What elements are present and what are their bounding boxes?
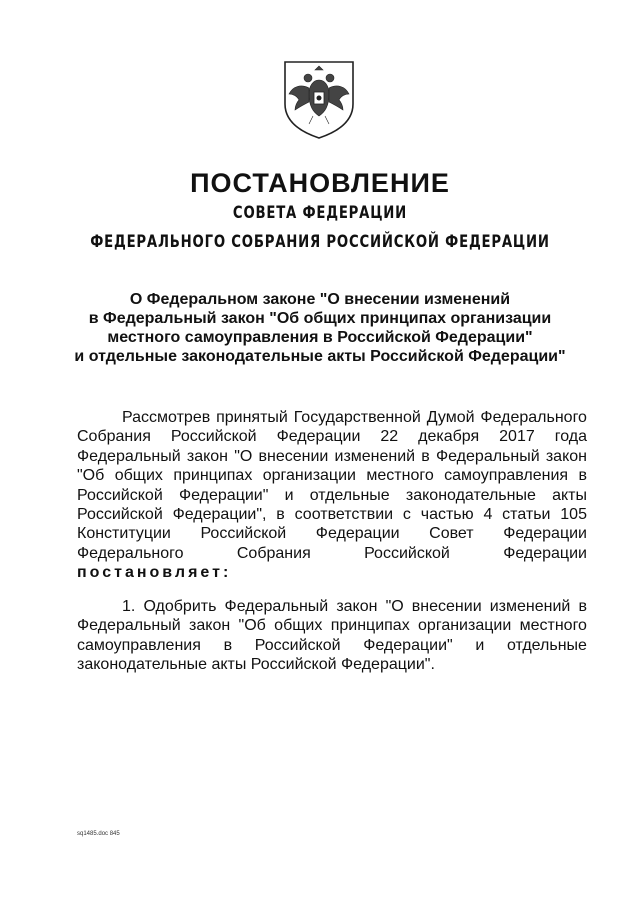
word: Федерации bbox=[315, 525, 400, 543]
word: принципах bbox=[173, 467, 253, 485]
word: Собрания bbox=[77, 428, 151, 446]
word: и bbox=[284, 486, 294, 504]
text-line bbox=[77, 466, 587, 485]
heading-line: местного самоуправления в Российской Федерации" bbox=[107, 329, 533, 346]
paragraph-clause-1 bbox=[77, 597, 587, 675]
word: Российской bbox=[200, 525, 287, 543]
word: 4 bbox=[483, 506, 493, 524]
word: "О bbox=[234, 447, 253, 465]
word: статьи bbox=[502, 506, 551, 524]
word: "Об bbox=[77, 467, 105, 485]
word: в bbox=[421, 447, 430, 465]
word: общих bbox=[274, 617, 323, 635]
word: закон bbox=[545, 447, 587, 465]
word: Государственной bbox=[293, 409, 421, 426]
issuer-line-2: ФЕДЕРАЛЬНОГО СОБРАНИЯ РОССИЙСКОЙ ФЕДЕРАЦИИ bbox=[90, 232, 550, 252]
text-line bbox=[77, 563, 587, 582]
word: Собрания bbox=[236, 544, 311, 562]
word: Конституции bbox=[77, 525, 171, 543]
word: с bbox=[402, 506, 411, 524]
word: внесении bbox=[411, 598, 482, 615]
word: "Об bbox=[238, 617, 266, 635]
word: закон bbox=[186, 447, 229, 465]
text-line bbox=[77, 655, 587, 674]
word: самоуправления bbox=[77, 636, 201, 654]
word: Федерации bbox=[276, 428, 361, 446]
word: Федерального bbox=[480, 409, 587, 426]
word: частью bbox=[420, 506, 474, 524]
word: Рассмотрев bbox=[122, 409, 211, 426]
word: и bbox=[475, 636, 485, 654]
word: Федерации bbox=[503, 525, 587, 543]
word: Федеральный bbox=[77, 447, 181, 465]
word: декабря bbox=[418, 428, 480, 446]
text-line bbox=[77, 524, 587, 543]
text-line bbox=[77, 505, 587, 524]
text-line bbox=[77, 486, 587, 505]
document-title: ПОСТАНОВЛЕНИЕ bbox=[190, 168, 450, 198]
word: Федерального bbox=[77, 544, 184, 562]
word: Федеральный bbox=[77, 617, 181, 635]
coat-of-arms-emblem bbox=[279, 58, 359, 140]
word: Федерации" bbox=[178, 486, 269, 504]
text-line bbox=[77, 636, 587, 655]
word: самоуправления bbox=[444, 467, 569, 485]
word: 1. bbox=[122, 598, 136, 615]
word: отдельные bbox=[309, 486, 390, 504]
word: принятый bbox=[216, 409, 288, 426]
text-line-content: законодательные акты Российской Федерации". bbox=[77, 656, 435, 674]
text-line bbox=[77, 616, 587, 635]
file-reference: sq1485.doc 845 bbox=[77, 831, 120, 837]
text-line bbox=[77, 597, 587, 616]
word: Думой bbox=[426, 409, 475, 426]
word: Федерации" bbox=[363, 636, 453, 654]
word: Российской bbox=[77, 506, 163, 524]
word: Российской bbox=[364, 544, 450, 562]
word: общих bbox=[114, 467, 163, 485]
word: в bbox=[276, 506, 285, 524]
word: акты bbox=[552, 486, 587, 504]
word: местного bbox=[366, 467, 434, 485]
resolves-word: постановляет: bbox=[77, 564, 232, 582]
heading-line: и отдельные законодательные акты Российской Федерации" bbox=[74, 348, 566, 365]
word: закон bbox=[336, 598, 378, 615]
heading-line: О Федеральном законе "О внесении изменений bbox=[129, 291, 511, 308]
document-heading bbox=[60, 290, 580, 366]
text-line bbox=[77, 427, 587, 446]
word: Одобрить bbox=[143, 598, 217, 615]
text-line bbox=[77, 447, 587, 466]
word: изменений bbox=[489, 598, 571, 615]
word: Федерации", bbox=[172, 506, 267, 524]
word: Федерации bbox=[503, 544, 587, 562]
issuer-line-1: СОВЕТА ФЕДЕРАЦИИ bbox=[232, 203, 408, 223]
word: организации bbox=[262, 467, 356, 485]
word: в bbox=[223, 636, 233, 654]
text-line bbox=[77, 544, 587, 563]
word: "О bbox=[385, 598, 404, 615]
word: внесении bbox=[258, 447, 329, 465]
word: Совет bbox=[429, 525, 474, 543]
word: отдельные bbox=[507, 636, 587, 654]
word: принципах bbox=[330, 617, 410, 635]
word: соответствии bbox=[294, 506, 394, 524]
word: года bbox=[554, 428, 587, 446]
word: 2017 bbox=[499, 428, 535, 446]
word: законодательные bbox=[405, 486, 536, 504]
word: 105 bbox=[560, 506, 587, 524]
word: Федеральный bbox=[224, 598, 329, 615]
text-line bbox=[77, 408, 587, 427]
paragraph-preamble bbox=[77, 408, 587, 583]
word: Российской bbox=[77, 486, 163, 504]
word: Федеральный bbox=[435, 447, 540, 465]
word: Российской bbox=[170, 428, 257, 446]
word: Российской bbox=[254, 636, 341, 654]
word: изменений bbox=[334, 447, 416, 465]
word: 22 bbox=[380, 428, 399, 446]
word: организации bbox=[418, 617, 512, 635]
word: в bbox=[578, 598, 587, 615]
word: в bbox=[578, 467, 587, 485]
word: закон bbox=[189, 617, 231, 635]
heading-line: в Федеральный закон "Об общих принципах организации bbox=[88, 310, 552, 327]
word: местного bbox=[519, 617, 587, 635]
